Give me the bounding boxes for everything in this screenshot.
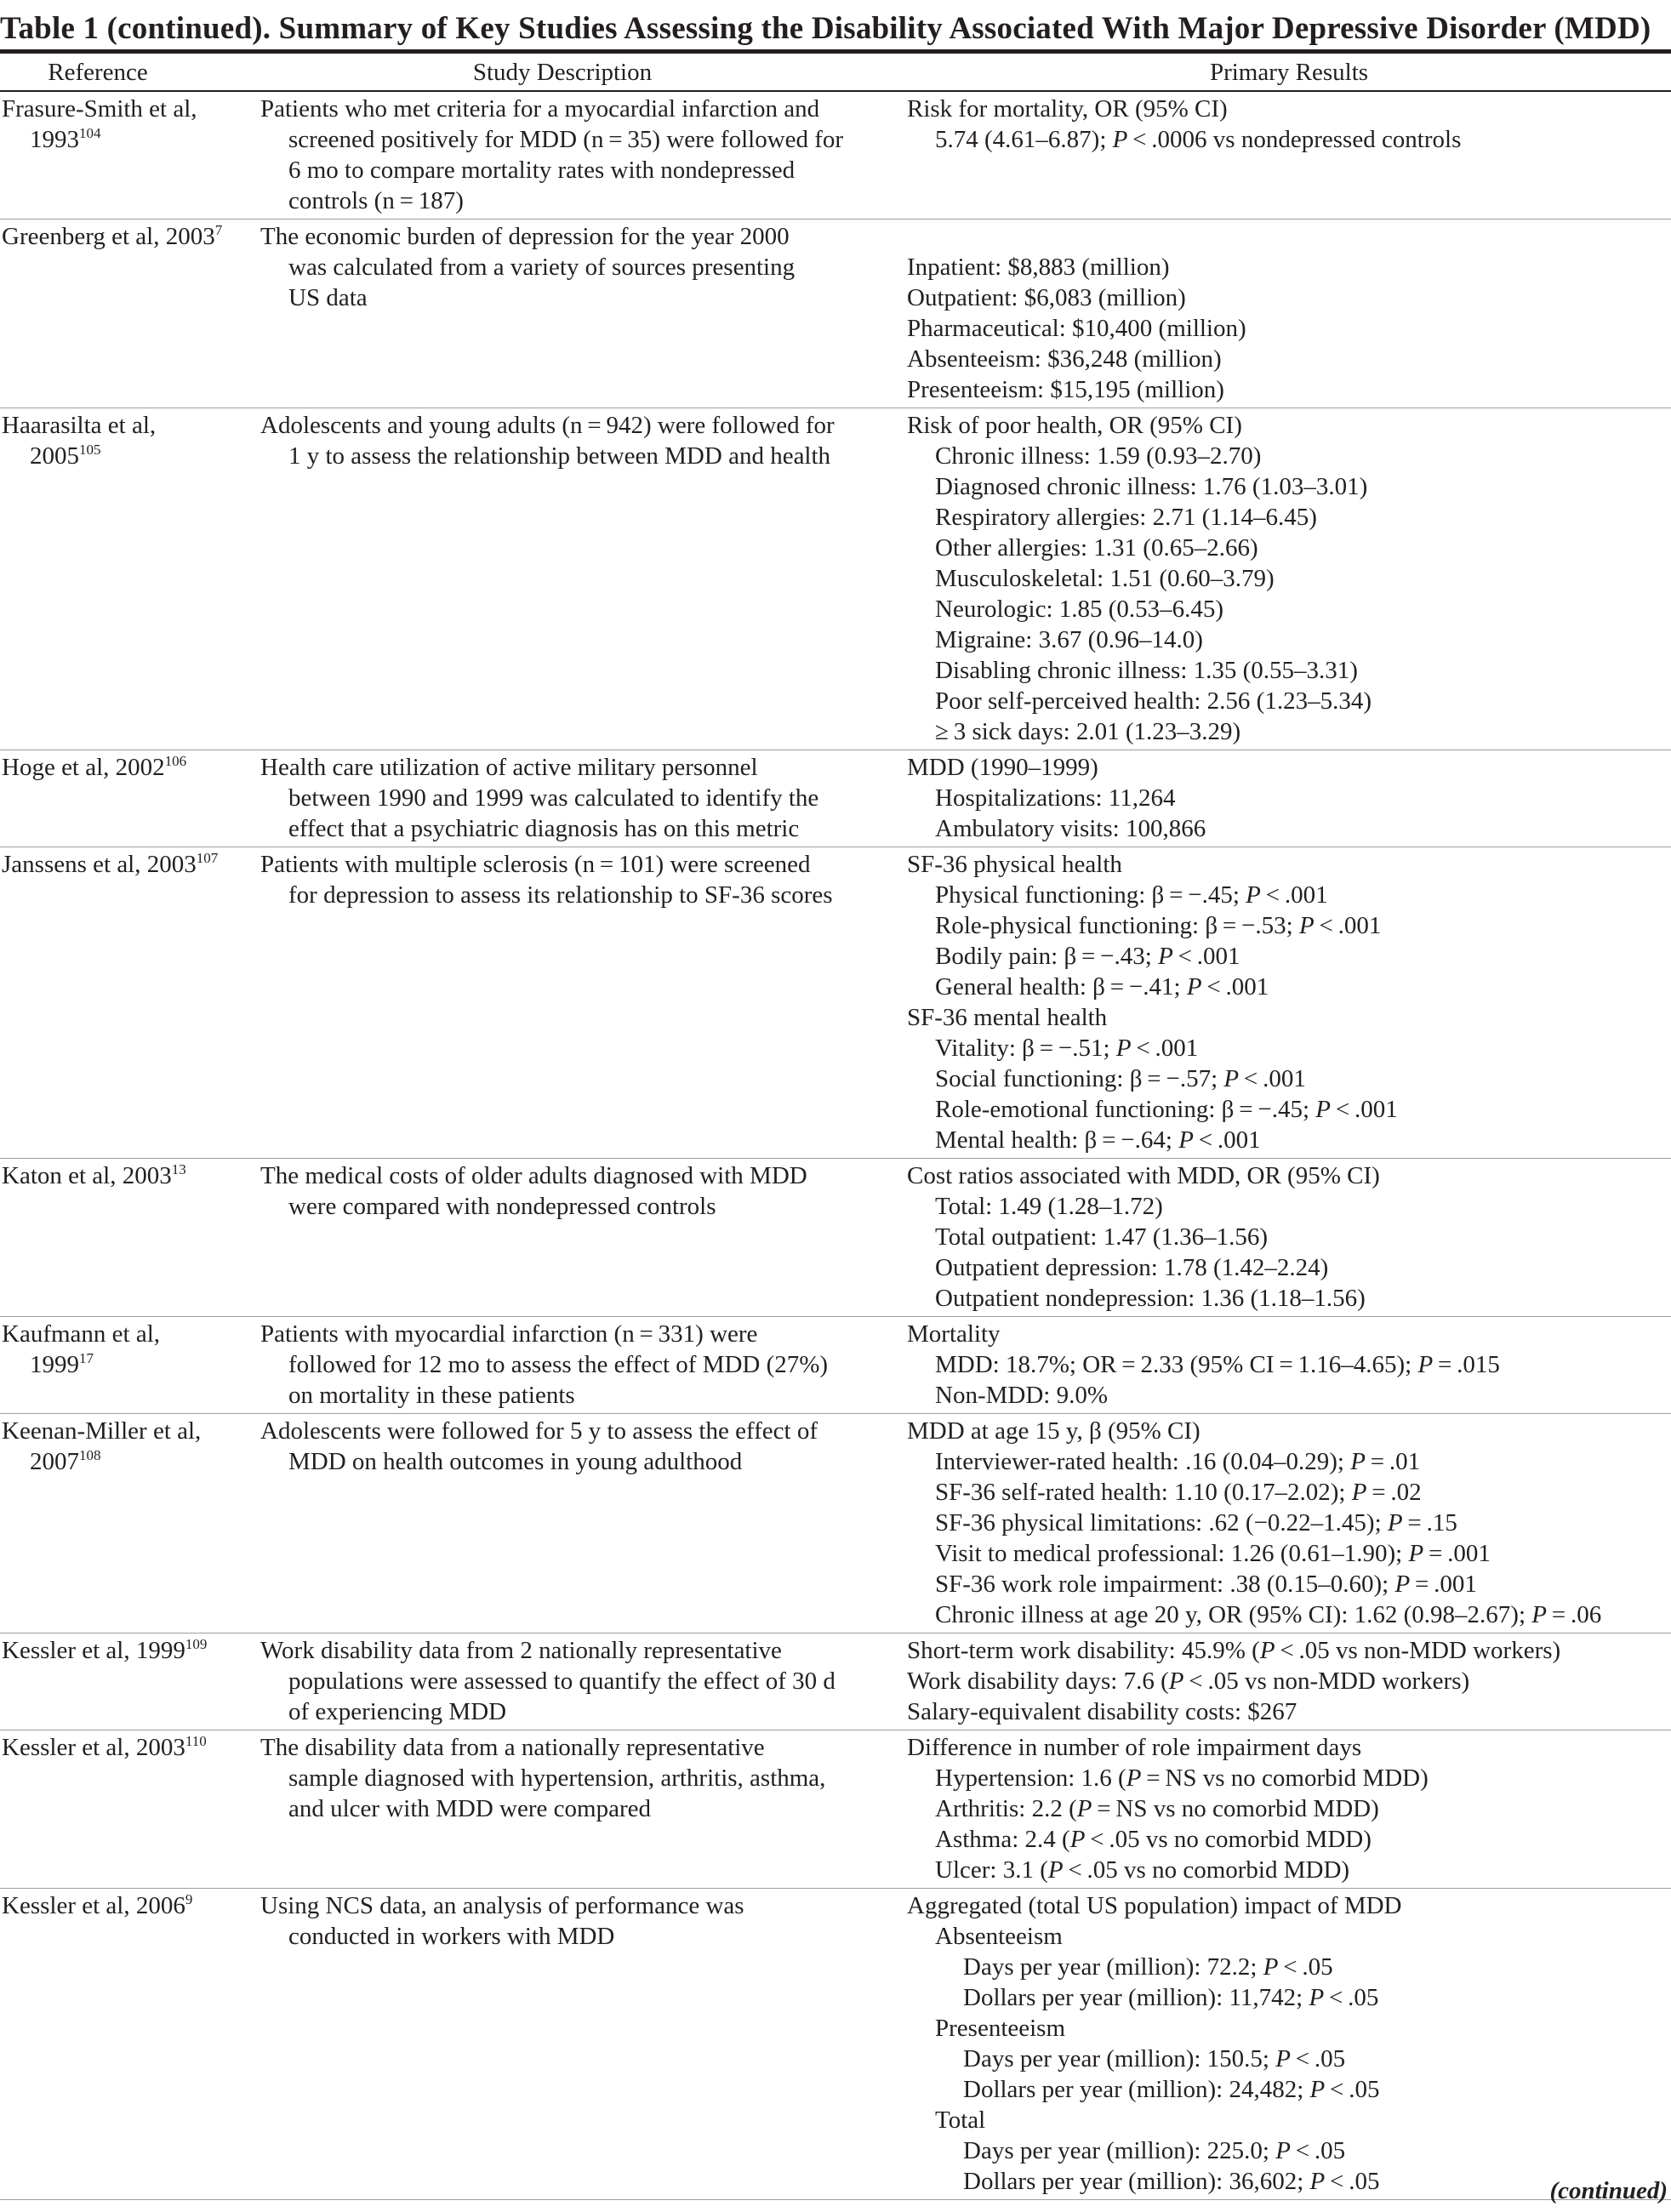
description-line: effect that a psychiatric diagnosis has on this metric xyxy=(288,815,800,842)
reference-line xyxy=(2,1446,260,1477)
table-row xyxy=(0,408,1671,750)
table-row xyxy=(0,847,1671,1159)
result-line: Outpatient nondepression: 1.36 (1.18–1.56) xyxy=(935,1285,1366,1312)
description-line: Adolescents were followed for 5 y to assess the effect of xyxy=(260,1417,818,1445)
primary-results-cell xyxy=(907,750,1671,847)
description-line: The medical costs of older adults diagnosed with MDD xyxy=(260,1162,807,1189)
table-row xyxy=(0,92,1671,219)
study-description-cell xyxy=(260,847,907,1159)
result-line: MDD at age 15 y, β (95% CI) xyxy=(907,1417,1200,1445)
reference-cell xyxy=(0,847,260,1159)
result-line: General health: β = −.41; P < .001 xyxy=(935,973,1269,1001)
result-line: Visit to medical professional: 1.26 (0.61–1.90); P = .001 xyxy=(935,1540,1491,1567)
citation-number: 7 xyxy=(214,222,223,238)
result-line: Physical functioning: β = −.45; P < .001 xyxy=(935,881,1328,909)
result-line: Interviewer-rated health: .16 (0.04–0.29); P = .01 xyxy=(935,1448,1421,1475)
reference-line xyxy=(2,221,260,252)
primary-results-cell xyxy=(907,92,1671,219)
result-line: Mortality xyxy=(907,1320,1001,1348)
continued-label: (continued) xyxy=(1549,2177,1668,2204)
result-line: Short-term work disability: 45.9% (P < .05 vs non-MDD workers) xyxy=(907,1637,1561,1664)
primary-results-cell xyxy=(907,1889,1671,2200)
primary-results-cell xyxy=(907,1317,1671,1414)
table-row xyxy=(0,1730,1671,1889)
study-description-cell xyxy=(260,1889,907,2200)
description-line: was calculated from a variety of sources presenting xyxy=(288,254,796,281)
result-line: Dollars per year (million): 11,742; P < .05 xyxy=(963,1984,1379,2011)
result-line: Neurologic: 1.85 (0.53–6.45) xyxy=(935,596,1224,623)
reference-line xyxy=(2,94,260,124)
top-rule xyxy=(0,49,1671,54)
reference-text: Kessler et al, 2006 xyxy=(2,1892,185,1919)
result-line: Cost ratios associated with MDD, OR (95% CI) xyxy=(907,1162,1380,1189)
description-line: Work disability data from 2 nationally representative xyxy=(260,1637,782,1664)
description-line: for depression to assess its relationship to SF-36 scores xyxy=(288,881,833,909)
result-line: SF-36 mental health xyxy=(907,1004,1108,1031)
study-description-cell xyxy=(260,1633,907,1730)
result-line: Risk of poor health, OR (95% CI) xyxy=(907,412,1242,439)
header-reference: Reference xyxy=(48,59,148,86)
description-line: sample diagnosed with hypertension, arthritis, asthma, xyxy=(288,1764,826,1792)
primary-results-cell xyxy=(907,1730,1671,1889)
result-line: Dollars per year (million): 24,482; P < .05 xyxy=(963,2076,1380,2103)
result-line: Musculoskeletal: 1.51 (0.60–3.79) xyxy=(935,565,1275,592)
studies-table xyxy=(0,92,1671,2200)
description-line: between 1990 and 1999 was calculated to identify the xyxy=(288,784,819,812)
result-line: Days per year (million): 150.5; P < .05 xyxy=(963,2045,1346,2072)
result-line: SF-36 physical health xyxy=(907,851,1122,878)
description-line: The disability data from a nationally representative xyxy=(260,1734,765,1761)
result-line: Hospitalizations: 11,264 xyxy=(935,784,1176,812)
primary-results-cell xyxy=(907,1633,1671,1730)
result-line: Salary-equivalent disability costs: $267 xyxy=(907,1698,1297,1725)
reference-line xyxy=(2,1319,260,1349)
reference-cell xyxy=(0,1317,260,1414)
result-line: Ambulatory visits: 100,866 xyxy=(935,815,1206,842)
study-description-cell xyxy=(260,92,907,219)
result-line: Role-emotional functioning: β = −.45; P < .001 xyxy=(935,1096,1398,1123)
table-row xyxy=(0,219,1671,408)
result-line: Presenteeism xyxy=(935,2015,1066,2042)
description-line: 6 mo to compare mortality rates with nondepressed xyxy=(288,157,796,184)
description-line: Using NCS data, an analysis of performance was xyxy=(260,1892,744,1919)
primary-results-cell xyxy=(907,219,1671,408)
result-line: Hypertension: 1.6 (P = NS vs no comorbid MDD) xyxy=(935,1764,1429,1792)
result-line: Inpatient: $8,883 (million) xyxy=(907,254,1170,281)
reference-line xyxy=(2,124,260,155)
result-line: Vitality: β = −.51; P < .001 xyxy=(935,1035,1199,1062)
reference-text: Kaufmann et al, xyxy=(2,1320,161,1348)
table-row xyxy=(0,1633,1671,1730)
reference-cell xyxy=(0,1414,260,1633)
citation-number: 13 xyxy=(171,1161,186,1177)
study-description-cell xyxy=(260,1159,907,1317)
result-line: Bodily pain: β = −.43; P < .001 xyxy=(935,943,1240,970)
study-description-cell xyxy=(260,1414,907,1633)
citation-number: 110 xyxy=(185,1733,207,1749)
result-line: ≥ 3 sick days: 2.01 (1.23–3.29) xyxy=(935,718,1241,745)
reference-text: Katon et al, 2003 xyxy=(2,1162,172,1189)
description-line: populations were assessed to quantify the effect of 30 d xyxy=(288,1668,836,1695)
reference-cell xyxy=(0,1159,260,1317)
result-line: Total xyxy=(935,2107,986,2134)
result-line: Diagnosed chronic illness: 1.76 (1.03–3.01) xyxy=(935,473,1368,500)
citation-number: 105 xyxy=(79,442,101,458)
result-line: 5.74 (4.61–6.87); P < .0006 vs nondepressed controls xyxy=(935,126,1462,153)
result-line: MDD: 18.7%; OR = 2.33 (95% CI = 1.16–4.65); P = .015 xyxy=(935,1351,1500,1378)
study-description-cell xyxy=(260,408,907,750)
table-row xyxy=(0,1414,1671,1633)
result-line: Chronic illness at age 20 y, OR (95% CI): 1.62 (0.98–2.67); P = .06 xyxy=(935,1601,1602,1628)
result-line: Risk for mortality, OR (95% CI) xyxy=(907,95,1228,123)
table-row xyxy=(0,1889,1671,2200)
reference-cell xyxy=(0,750,260,847)
description-line: of experiencing MDD xyxy=(288,1698,507,1725)
reference-text: 2005 xyxy=(30,442,79,470)
study-description-cell xyxy=(260,750,907,847)
citation-number: 9 xyxy=(185,1891,193,1907)
result-line: Social functioning: β = −.57; P < .001 xyxy=(935,1065,1306,1092)
primary-results-cell xyxy=(907,847,1671,1159)
studies-table-body xyxy=(0,92,1671,2200)
result-line: Pharmaceutical: $10,400 (million) xyxy=(907,315,1246,342)
description-line: Patients who met criteria for a myocardial infarction and xyxy=(260,95,820,123)
description-line: MDD on health outcomes in young adulthood xyxy=(288,1448,743,1475)
table-title: Table 1 (continued). Summary of Key Studies Assessing the Disability Associated With Major Depressive Disorder (MDD) xyxy=(0,11,1651,46)
reference-line xyxy=(2,410,260,441)
header-study-description: Study Description xyxy=(472,59,653,86)
reference-text: Janssens et al, 2003 xyxy=(2,851,197,878)
result-line: Role-physical functioning: β = −.53; P < .001 xyxy=(935,912,1382,939)
description-line: were compared with nondepressed controls xyxy=(288,1193,716,1220)
description-line: Health care utilization of active military personnel xyxy=(260,754,758,781)
description-line: and ulcer with MDD were compared xyxy=(288,1795,651,1822)
result-line: Presenteeism: $15,195 (million) xyxy=(907,376,1224,403)
result-line: MDD (1990–1999) xyxy=(907,754,1098,781)
result-line: Days per year (million): 72.2; P < .05 xyxy=(963,1953,1333,1981)
reference-text: 2007 xyxy=(30,1448,79,1475)
citation-number: 106 xyxy=(164,753,187,769)
primary-results-cell xyxy=(907,1159,1671,1317)
reference-text: 1999 xyxy=(30,1351,79,1378)
result-line: Chronic illness: 1.59 (0.93–2.70) xyxy=(935,442,1262,470)
result-line: Total outpatient: 1.47 (1.36–1.56) xyxy=(935,1223,1269,1251)
study-description-cell xyxy=(260,1730,907,1889)
description-line: followed for 12 mo to assess the effect of MDD (27%) xyxy=(288,1351,829,1378)
reference-line xyxy=(2,1890,260,1921)
table-row xyxy=(0,750,1671,847)
reference-line xyxy=(2,752,260,783)
citation-number: 108 xyxy=(79,1447,101,1463)
reference-text: Kessler et al, 2003 xyxy=(2,1734,185,1761)
result-line: Ulcer: 3.1 (P < .05 vs no comorbid MDD) xyxy=(935,1856,1350,1884)
result-line: Non-MDD: 9.0% xyxy=(935,1382,1108,1409)
description-line: Patients with multiple sclerosis (n = 101) were screened xyxy=(260,851,811,878)
header-primary-results: Primary Results xyxy=(1209,59,1369,86)
description-line: 1 y to assess the relationship between MDD and health xyxy=(288,442,831,470)
reference-text: Kessler et al, 1999 xyxy=(2,1637,185,1664)
table-row xyxy=(0,1159,1671,1317)
reference-text: Keenan-Miller et al, xyxy=(2,1417,202,1445)
reference-line xyxy=(2,1349,260,1380)
primary-results-cell xyxy=(907,408,1671,750)
result-line: Respiratory allergies: 2.71 (1.14–6.45) xyxy=(935,504,1317,531)
reference-line xyxy=(2,441,260,471)
result-line: Days per year (million): 225.0; P < .05 xyxy=(963,2137,1346,2164)
reference-text: Haarasilta et al, xyxy=(2,412,157,439)
reference-line xyxy=(2,1416,260,1446)
study-description-cell xyxy=(260,1317,907,1414)
result-line: Dollars per year (million): 36,602; P < .05 xyxy=(963,2168,1380,2195)
reference-cell xyxy=(0,1633,260,1730)
primary-results-cell xyxy=(907,1414,1671,1633)
reference-text: Hoge et al, 2002 xyxy=(2,754,165,781)
citation-number: 107 xyxy=(196,850,219,866)
reference-text: Greenberg et al, 2003 xyxy=(2,223,215,250)
reference-cell xyxy=(0,408,260,750)
description-line: on mortality in these patients xyxy=(288,1382,575,1409)
reference-line xyxy=(2,1635,260,1666)
reference-text: 1993 xyxy=(30,126,79,153)
reference-text: Frasure-Smith et al, xyxy=(2,95,197,123)
reference-cell xyxy=(0,92,260,219)
result-line: Disabling chronic illness: 1.35 (0.55–3.31) xyxy=(935,657,1358,684)
reference-cell xyxy=(0,1730,260,1889)
result-line: Difference in number of role impairment days xyxy=(907,1734,1362,1761)
description-line: Adolescents and young adults (n = 942) were followed for xyxy=(260,412,835,439)
result-line: Mental health: β = −.64; P < .001 xyxy=(935,1126,1261,1154)
result-line: Arthritis: 2.2 (P = NS vs no comorbid MDD) xyxy=(935,1795,1379,1822)
result-line: Absenteeism: $36,248 (million) xyxy=(907,345,1222,373)
description-line: Patients with myocardial infarction (n = 331) were xyxy=(260,1320,758,1348)
result-line: Absenteeism xyxy=(935,1923,1063,1950)
result-line: SF-36 work role impairment: .38 (0.15–0.60); P = .001 xyxy=(935,1571,1477,1598)
description-line: US data xyxy=(288,284,368,311)
citation-number: 109 xyxy=(185,1636,208,1652)
description-line: screened positively for MDD (n = 35) were followed for xyxy=(288,126,844,153)
table-row xyxy=(0,1317,1671,1414)
reference-cell xyxy=(0,1889,260,2200)
result-line: Outpatient: $6,083 (million) xyxy=(907,284,1186,311)
description-line: conducted in workers with MDD xyxy=(288,1923,615,1950)
result-line: Poor self-perceived health: 2.56 (1.23–5.34) xyxy=(935,687,1372,715)
result-line: Asthma: 2.4 (P < .05 vs no comorbid MDD) xyxy=(935,1826,1372,1853)
result-line: SF-36 physical limitations: .62 (−0.22–1.45); P = .15 xyxy=(935,1509,1457,1536)
reference-cell xyxy=(0,219,260,408)
description-line: controls (n = 187) xyxy=(288,187,464,214)
result-line: Other allergies: 1.31 (0.65–2.66) xyxy=(935,534,1258,562)
result-line: Outpatient depression: 1.78 (1.42–2.24) xyxy=(935,1254,1329,1281)
result-line: SF-36 self-rated health: 1.10 (0.17–2.02); P = .02 xyxy=(935,1479,1422,1506)
result-line: Total: 1.49 (1.28–1.72) xyxy=(935,1193,1163,1220)
reference-line xyxy=(2,1160,260,1191)
citation-number: 104 xyxy=(79,125,101,141)
result-line: Aggregated (total US population) impact of MDD xyxy=(907,1892,1402,1919)
citation-number: 17 xyxy=(79,1350,94,1366)
result-line: Migraine: 3.67 (0.96–14.0) xyxy=(935,626,1203,653)
reference-line xyxy=(2,1732,260,1763)
study-description-cell xyxy=(260,219,907,408)
result-line xyxy=(907,221,1671,252)
result-line: Work disability days: 7.6 (P < .05 vs non-MDD workers) xyxy=(907,1668,1470,1695)
reference-line xyxy=(2,849,260,880)
description-line: The economic burden of depression for the year 2000 xyxy=(260,223,790,250)
